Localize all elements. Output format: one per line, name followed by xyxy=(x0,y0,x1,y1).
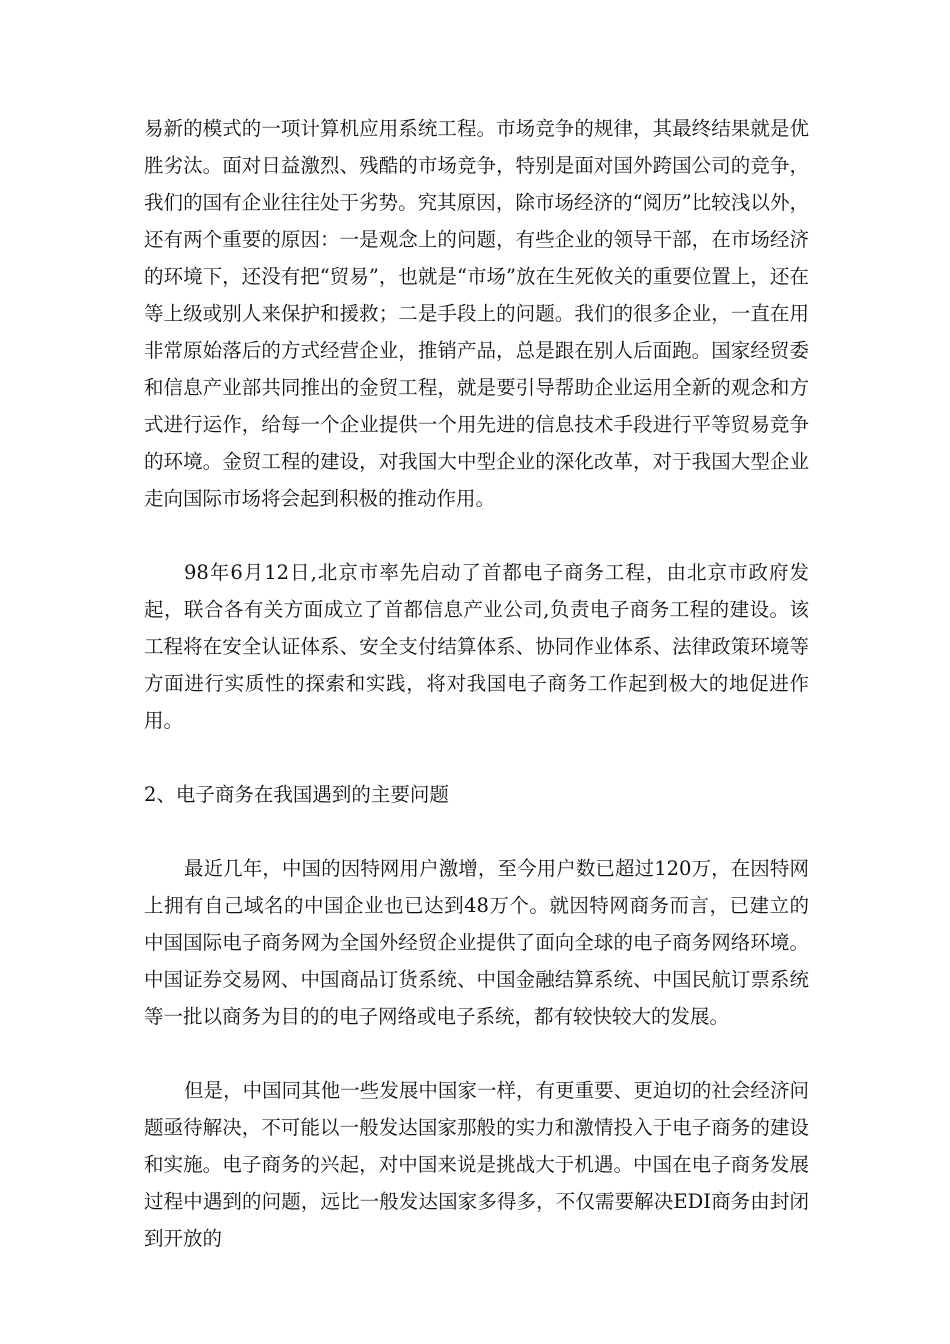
paragraph-spacer xyxy=(144,813,809,850)
paragraph-challenges: 但是，中国同其他一些发展中国家一样，有更重要、更迫切的社会经济问题亟待解决，不可能以一般发达国家那般的实力和激情投入于电子商务的建设和实施。电子商务的兴起，对中国来说是挑战大于机遇。中国在电子商务发展过程中遇到的问题，远比一般发达国家多得多，不仅需要解决EDI商务由封闭到开放的 xyxy=(144,1079,809,1250)
paragraph-spacer xyxy=(144,517,809,554)
paragraph-beijing-ecommerce: 98年6月12日,北京市率先启动了首都电子商务工程，由北京市政府发起，联合各有关方面成立了首都信息产业公司,负责电子商务工程的建设。该工程将在安全认证体系、安全支付结算体系、协同作业体系、法律政策环境等方面进行实质性的探索和实践，将对我国电子商务工作起到极大的地促进作用。 xyxy=(144,561,809,732)
paragraph-spacer xyxy=(144,1035,809,1072)
section-heading: 2、电子商务在我国遇到的主要问题 xyxy=(144,783,449,806)
paragraph-internet-users: 最近几年，中国的因特网用户激增，至今用户数已超过120万，在因特网上拥有自己域名的中国企业也已达到48万个。就因特网商务而言，已建立的中国国际电子商务网为全国外经贸企业提供了面向全球的电子商务网络环境。中国证券交易网、中国商品订货系统、中国金融结算系统、中国民航订票系统等一批以商务为目的的电子网络或电子系统，都有较快较大的发展。 xyxy=(144,857,809,1028)
paragraph-jinmao-project: 易新的模式的一项计算机应用系统工程。市场竞争的规律，其最终结果就是优胜劣汰。面对日益激烈、残酷的市场竞争，特别是面对国外跨国公司的竞争，我们的国有企业往往处于劣势。究其原因，除市场经济的“阅历”比较浅以外，还有两个重要的原因：一是观念上的问题，有些企业的领导干部，在市场经济的环境下，还没有把“贸易”，也就是“市场”放在生死攸关的重要位置上，还在等上级或别人来保护和援救；二是手段上的问题。我们的很多企业，一直在用非常原始落后的方式经营企业，推销产品，总是跟在别人后面跑。国家经贸委和信息产业部共同推出的金贸工程，就是要引导帮助企业运用全新的观念和方式进行运作，给每一个企业提供一个用先进的信息技术手段进行平等贸易竞争的环境。金贸工程的建设，对我国大中型企业的深化改革，对于我国大型企业走向国际市场将会起到积极的推动作用。 xyxy=(144,117,809,510)
paragraph-spacer xyxy=(144,739,809,776)
document-body xyxy=(144,110,809,1257)
